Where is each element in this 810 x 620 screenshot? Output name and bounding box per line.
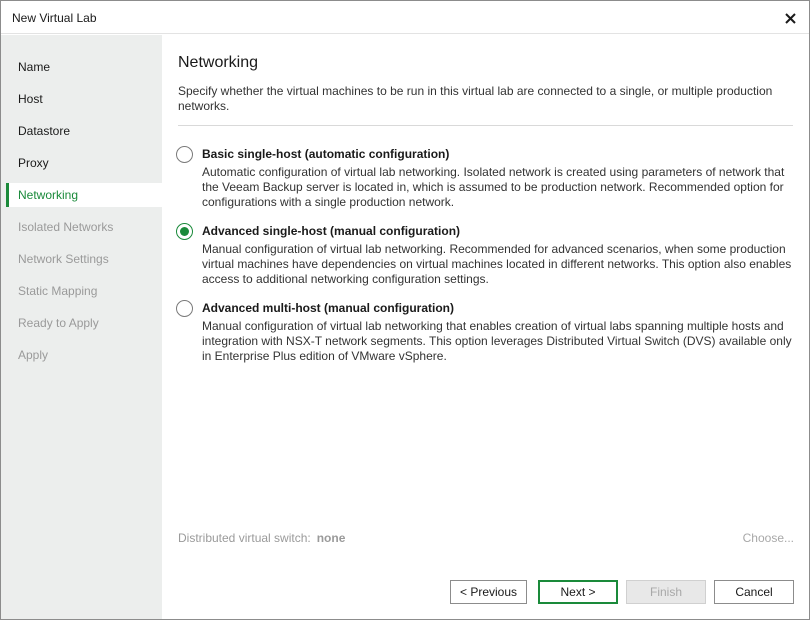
- radio-basic-single-host[interactable]: [176, 146, 193, 163]
- option-description: Manual configuration of virtual lab networking that enables creation of virtual labs spanning multiple hosts and integration with NSX-T network segments. This option leverages Distributed Virtual Switch (DVS) available only in Enterprise Plus edition of VMware vSphere.: [202, 319, 792, 363]
- option-description: Automatic configuration of virtual lab networking. Isolated network is created using parameters of network that the Veeam Backup server is located in, which is assumed to be production network. Recommended option for configurations with a single production network.: [202, 165, 785, 209]
- dvs-value: none: [316, 531, 346, 545]
- dvs-label: Distributed virtual switch:: [178, 531, 311, 545]
- option-label[interactable]: Advanced multi-host (manual configuration): [202, 301, 455, 315]
- title-bar: [1, 1, 809, 34]
- dvs-row: [178, 531, 345, 545]
- wizard-steps-sidebar: [1, 35, 162, 619]
- header-divider: [178, 125, 793, 126]
- step-name[interactable]: Name: [18, 60, 51, 74]
- step-network-settings: Network Settings: [18, 252, 109, 266]
- step-proxy[interactable]: Proxy: [18, 156, 49, 170]
- step-isolated-networks: Isolated Networks: [18, 220, 114, 234]
- cancel-button[interactable]: Cancel: [714, 580, 794, 604]
- page-title: Networking: [178, 54, 259, 71]
- radio-advanced-single-host[interactable]: [176, 223, 193, 240]
- radio-advanced-multi-host[interactable]: [176, 300, 193, 317]
- window-title: New Virtual Lab: [12, 11, 97, 25]
- previous-button[interactable]: < Previous: [450, 580, 527, 604]
- finish-button: Finish: [626, 580, 706, 604]
- option-label[interactable]: Basic single-host (automatic configuration): [202, 147, 450, 161]
- option-description: Manual configuration of virtual lab networking. Recommended for advanced scenarios, when some production virtual machines have dependencies on virtual machines located in different networks. This option also enables access to additional networking configuration settings.: [202, 242, 792, 286]
- close-icon: [785, 13, 796, 24]
- networking-page: [162, 35, 809, 619]
- step-host[interactable]: Host: [18, 92, 43, 106]
- choose-dvs-button: Choose...: [742, 531, 794, 545]
- next-button[interactable]: Next >: [538, 580, 618, 604]
- step-apply: Apply: [18, 348, 49, 362]
- step-ready-to-apply: Ready to Apply: [18, 316, 99, 330]
- step-networking[interactable]: Networking: [6, 183, 162, 207]
- close-button[interactable]: [779, 7, 801, 29]
- option-label[interactable]: Advanced single-host (manual configuration): [202, 224, 461, 238]
- step-static-mapping: Static Mapping: [18, 284, 98, 298]
- page-description: Specify whether the virtual machines to be run in this virtual lab are connected to a single, or multiple production networks.: [178, 84, 773, 113]
- step-datastore[interactable]: Datastore: [18, 124, 71, 138]
